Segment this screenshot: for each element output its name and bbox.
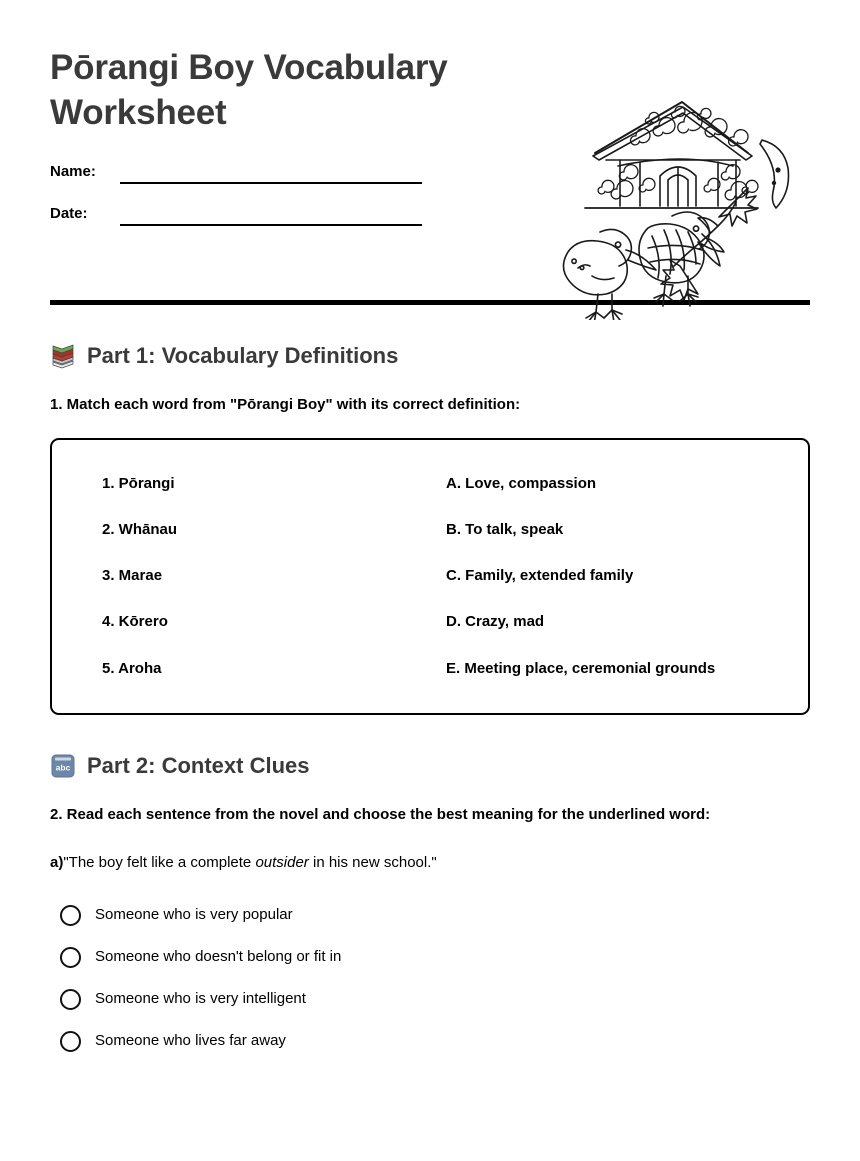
answer-option-label: Someone who lives far away — [95, 1032, 286, 1050]
page-title: Pōrangi Boy Vocabulary Worksheet — [50, 48, 448, 132]
svg-text:abc: abc — [55, 762, 71, 773]
part-2-instruction: 2. Read each sentence from the novel and choose the best meaning for the underlined word: — [50, 806, 711, 824]
answer-option[interactable] — [50, 1031, 810, 1052]
question-marker: a) — [50, 853, 64, 871]
part-2-section — [0, 753, 860, 1052]
date-field-input[interactable] — [120, 204, 422, 226]
part-1-heading — [50, 343, 810, 369]
name-field-input[interactable] — [120, 162, 422, 184]
name-field-row — [50, 162, 422, 184]
underlined-word: outsider — [255, 853, 309, 871]
context-question-a — [50, 852, 810, 873]
worksheet-header — [0, 0, 860, 290]
date-field-row — [50, 204, 422, 226]
answer-option-label: Someone who doesn't belong or fit in — [95, 948, 342, 966]
answer-option[interactable] — [50, 989, 810, 1010]
matching-definitions-column — [430, 474, 782, 679]
answer-option-label: Someone who is very intelligent — [95, 990, 306, 1008]
part-1-section — [0, 343, 860, 715]
abc-icon — [50, 753, 76, 779]
books-icon — [50, 343, 76, 369]
matching-exercise-box — [50, 438, 810, 715]
part-1-heading-text: Part 1: Vocabulary Definitions — [87, 343, 399, 368]
match-definition-item[interactable]: A. Love, compassion — [446, 474, 597, 492]
answer-option-label: Someone who is very popular — [95, 906, 293, 924]
name-field-label: Name: — [50, 163, 96, 181]
match-word-item[interactable]: 2. Whānau — [102, 520, 178, 538]
part-2-heading — [50, 753, 810, 779]
match-definition-item[interactable]: B. To talk, speak — [446, 520, 564, 538]
date-field-label: Date: — [50, 205, 88, 223]
match-definition-item[interactable]: E. Meeting place, ceremonial grounds — [446, 659, 716, 677]
marae-and-kiwi-illustration — [540, 50, 820, 320]
answer-options-list — [50, 905, 810, 1052]
question-text-after: in his new school." — [308, 853, 437, 871]
match-word-item[interactable]: 1. Pōrangi — [102, 474, 175, 492]
radio-button-icon[interactable] — [60, 989, 81, 1010]
match-definition-item[interactable]: D. Crazy, mad — [446, 613, 545, 631]
radio-button-icon[interactable] — [60, 905, 81, 926]
question-text-before: "The boy felt like a complete — [63, 853, 256, 871]
answer-option[interactable] — [50, 947, 810, 968]
radio-button-icon[interactable] — [60, 1031, 81, 1052]
match-word-item[interactable]: 5. Aroha — [102, 659, 162, 677]
answer-option[interactable] — [50, 905, 810, 926]
matching-words-column — [78, 474, 430, 679]
radio-button-icon[interactable] — [60, 947, 81, 968]
match-word-item[interactable]: 3. Marae — [102, 567, 163, 585]
part-1-instruction: 1. Match each word from "Pōrangi Boy" with its correct definition: — [50, 396, 521, 414]
part-2-heading-text: Part 2: Context Clues — [87, 752, 310, 778]
match-word-item[interactable]: 4. Kōrero — [102, 613, 168, 631]
match-definition-item[interactable]: C. Family, extended family — [446, 567, 634, 585]
